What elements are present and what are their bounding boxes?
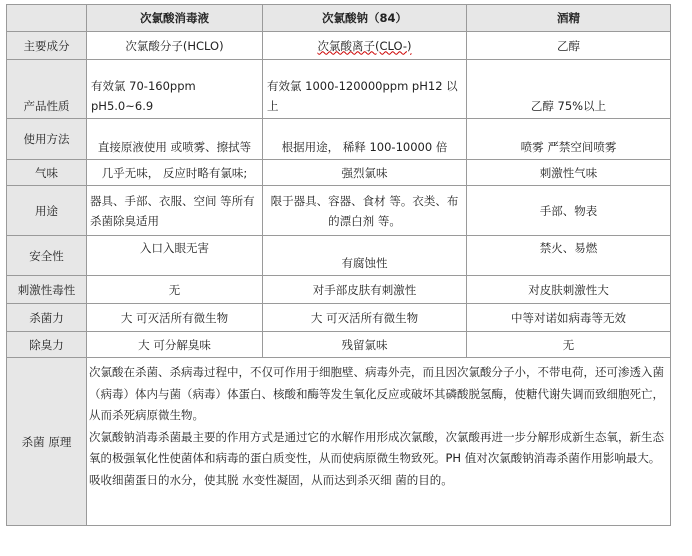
principle-row (7, 358, 671, 526)
table-row (7, 160, 671, 186)
table-row (7, 60, 671, 119)
header-hypochlorous-acid: 次氯酸消毒液 (87, 5, 263, 32)
table-cell: 有腐蚀性 (263, 236, 467, 276)
row-label: 用途 (7, 186, 87, 236)
table-cell: 残留氯味 (263, 332, 467, 358)
row-label: 安全性 (7, 236, 87, 276)
table-cell: 强烈氯味 (263, 160, 467, 186)
table-cell: 对皮肤刺激性大 (467, 276, 671, 304)
principle-text (87, 358, 671, 526)
row-label: 杀菌 原理 (7, 358, 87, 526)
table-cell: 刺激性气味 (467, 160, 671, 186)
table-cell: 限于器具、容器、食材 等。衣类、布的漂白剂 等。 (263, 186, 467, 236)
row-label: 产品性质 (7, 60, 87, 119)
row-label: 主要成分 (7, 32, 87, 60)
table-cell: 中等对诺如病毒等无效 (467, 304, 671, 332)
table-cell: 禁火、易燃 (467, 236, 671, 276)
table-cell: 喷雾 严禁空间喷雾 (467, 119, 671, 160)
row-label: 气味 (7, 160, 87, 186)
table-cell: 有效氯 1000-120000ppm pH12 以上 (263, 60, 467, 119)
principle-paragraph: 次氯酸在杀菌、杀病毒过程中，不仅可作用于细胞壁、病毒外壳，而且因次氯酸分子小，不带电荷，还可渗透入菌（病毒）体内与菌（病毒）体蛋白、核酸和酶等发生氧化反应或破坏其磷酸脱氢酶，使糖代谢失调而致细胞死亡，从而杀死病原微生物。 (89, 365, 664, 422)
header-row (7, 5, 671, 32)
table-cell: 直接原液使用 或喷雾、擦拭等 (87, 119, 263, 160)
row-label: 刺激性毒性 (7, 276, 87, 304)
table-cell: 无 (87, 276, 263, 304)
principle-paragraph: 次氯酸钠消毒杀菌最主要的作用方式是通过它的水解作用形成次氯酸，次氯酸再进一步分解形成新生态氧，新生态氧的极强氧化性使菌体和病毒的蛋白质变性，从而使病原微生物致死。PH 值对次氯酸钠消毒杀菌作用影响最大。 (89, 429, 664, 465)
table-cell: 次氯酸分子(HCLO) (87, 32, 263, 60)
table-cell: 手部、物表 (467, 186, 671, 236)
row-label: 使用方法 (7, 119, 87, 160)
header-sodium-hypochlorite: 次氯酸钠（84） (263, 5, 467, 32)
table-cell: 几乎无味， 反应时略有氯味; (87, 160, 263, 186)
table-cell (263, 32, 467, 60)
table-cell: 无 (467, 332, 671, 358)
table-cell: 乙醇 (467, 32, 671, 60)
table-cell: 器具、手部、衣服、空间 等所有杀菌除臭适用 (87, 186, 263, 236)
header-corner (7, 5, 87, 32)
table-row (7, 32, 671, 60)
table-cell: 根据用途， 稀释 100-10000 倍 (263, 119, 467, 160)
table-cell: 入口入眼无害 (87, 236, 263, 276)
header-alcohol: 酒精 (467, 5, 671, 32)
table-cell-text: 次氯酸离子(CLO-) (317, 38, 412, 53)
table-row (7, 119, 671, 160)
table-cell: 有效氯 70-160ppm pH5.0~6.9 (87, 60, 263, 119)
comparison-table (6, 4, 671, 526)
table-cell: 大 可灭活所有微生物 (87, 304, 263, 332)
table-row (7, 236, 671, 276)
table-cell: 大 可灭活所有微生物 (263, 304, 467, 332)
comparison-table-container (6, 4, 670, 526)
row-label: 杀菌力 (7, 304, 87, 332)
table-cell: 乙醇 75%以上 (467, 60, 671, 119)
row-label: 除臭力 (7, 332, 87, 358)
table-row (7, 186, 671, 236)
table-row (7, 304, 671, 332)
table-cell: 大 可分解臭味 (87, 332, 263, 358)
principle-paragraph: 吸收细菌蛋日的水分，使其脱 水变性凝固，从而达到杀灭细 菌的目的。 (89, 472, 453, 487)
table-row (7, 332, 671, 358)
table-cell: 对手部皮肤有刺激性 (263, 276, 467, 304)
table-row (7, 276, 671, 304)
